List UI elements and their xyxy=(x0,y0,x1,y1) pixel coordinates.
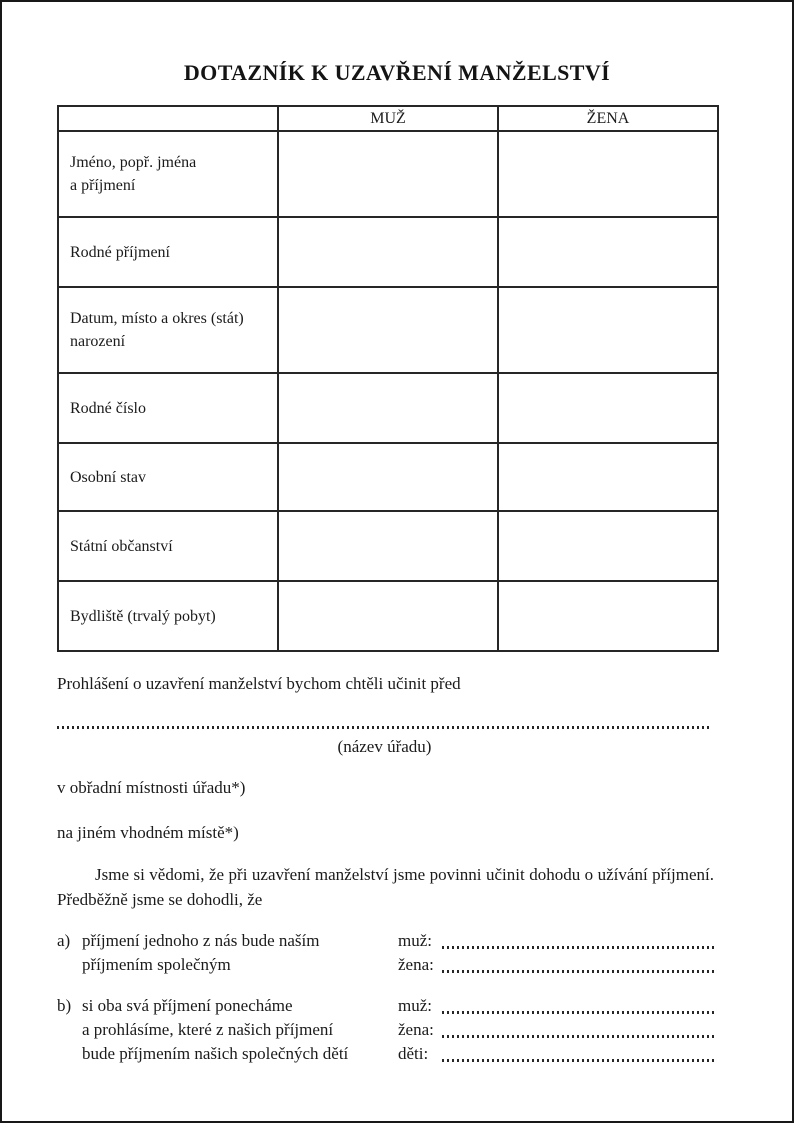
option-a-text xyxy=(57,929,398,977)
row-label-line: Rodné číslo xyxy=(70,399,146,417)
option-a-fields xyxy=(398,929,717,977)
field-a-muz xyxy=(398,929,717,953)
fill-line-a-zena[interactable] xyxy=(442,970,717,973)
cell-muz-bydliste[interactable] xyxy=(278,581,498,651)
option-b-line: bude příjmením našich společných dětí xyxy=(82,1044,349,1063)
header-cell-zena: ŽENA xyxy=(498,106,718,131)
table-row xyxy=(58,511,718,581)
row-label-line: narození xyxy=(70,333,126,350)
office-name-fill-line[interactable] xyxy=(57,726,712,729)
agreement-option-b xyxy=(57,994,717,1066)
row-label-line: Osobní stav xyxy=(70,468,146,486)
cell-zena-rodne-cislo[interactable] xyxy=(498,373,718,443)
cell-muz-jmeno[interactable] xyxy=(278,131,498,217)
option-a-line: příjmení jednoho z nás bude naším xyxy=(82,931,320,950)
cell-zena-jmeno[interactable] xyxy=(498,131,718,217)
field-label-muz: muž: xyxy=(398,996,432,1015)
option-a-marker: a) xyxy=(57,931,71,950)
row-label-statni-obcanstvi xyxy=(58,511,278,581)
field-b-zena xyxy=(398,1018,717,1042)
table-header-row xyxy=(58,106,718,131)
cell-zena-bydliste[interactable] xyxy=(498,581,718,651)
cell-zena-obcanstvi[interactable] xyxy=(498,511,718,581)
fill-line-b-deti[interactable] xyxy=(442,1059,717,1062)
field-label-deti: děti: xyxy=(398,1044,429,1063)
option-b-text xyxy=(57,994,398,1066)
row-label-osobni-stav xyxy=(58,443,278,511)
cell-muz-obcanstvi[interactable] xyxy=(278,511,498,581)
row-label-line: Jméno, popř. jména xyxy=(70,154,197,171)
field-b-deti xyxy=(398,1042,717,1066)
field-label-zena: žena: xyxy=(398,955,434,974)
option-b-line: si oba svá příjmení ponecháme xyxy=(82,996,293,1015)
row-label-line: Státní občanství xyxy=(70,537,173,555)
option-b-marker: b) xyxy=(57,996,72,1015)
row-label-line: a příjmení xyxy=(70,177,136,194)
declaration-intro: Prohlášení o uzavření manželství bychom chtěli učinit před xyxy=(57,674,461,693)
option-b-fields xyxy=(398,994,717,1066)
cell-muz-osobni-stav[interactable] xyxy=(278,443,498,511)
table-row xyxy=(58,217,718,287)
cell-muz-rodne-prijmeni[interactable] xyxy=(278,217,498,287)
header-cell-muz: MUŽ xyxy=(278,106,498,131)
table-row xyxy=(58,373,718,443)
cell-muz-narozeni[interactable] xyxy=(278,287,498,373)
row-label-jmeno-a-prijmeni xyxy=(58,131,278,217)
option-b-line: a prohlásíme, které z našich příjmení xyxy=(82,1020,334,1039)
applicants-table xyxy=(57,105,719,652)
office-name-caption: (název úřadu) xyxy=(337,737,432,756)
fill-line-b-zena[interactable] xyxy=(442,1035,717,1038)
option-a-line: příjmením společným xyxy=(82,955,231,974)
field-b-muz xyxy=(398,994,717,1018)
field-label-muz: muž: xyxy=(398,931,432,950)
cell-zena-narozeni[interactable] xyxy=(498,287,718,373)
option-b-lines xyxy=(82,994,398,1066)
agreement-option-a xyxy=(57,929,717,977)
row-label-line: Datum, místo a okres (stát) xyxy=(70,310,244,327)
row-label-bydliste xyxy=(58,581,278,651)
field-label-zena: žena: xyxy=(398,1020,434,1039)
option-other-place[interactable]: na jiném vhodném místě*) xyxy=(57,823,239,842)
option-ceremony-room[interactable]: v obřadní místnosti úřadu*) xyxy=(57,778,246,797)
option-a-lines xyxy=(82,929,398,977)
row-label-line: Bydliště (trvalý pobyt) xyxy=(70,607,216,625)
surname-agreement-paragraph: Jsme si vědomi, že při uzavření manželství jsme povinni učinit dohodu o užívání příjmení. Předběžně jsme se dohodli, že xyxy=(57,865,714,909)
fill-line-a-muz[interactable] xyxy=(442,946,717,949)
cell-zena-rodne-prijmeni[interactable] xyxy=(498,217,718,287)
row-label-rodne-cislo xyxy=(58,373,278,443)
table-row xyxy=(58,443,718,511)
fill-line-b-muz[interactable] xyxy=(442,1011,717,1014)
page-title: DOTAZNÍK K UZAVŘENÍ MANŽELSTVÍ xyxy=(183,60,611,85)
row-label-line: Rodné příjmení xyxy=(70,243,170,261)
field-a-zena xyxy=(398,953,717,977)
table-row xyxy=(58,581,718,651)
cell-muz-rodne-cislo[interactable] xyxy=(278,373,498,443)
page-content xyxy=(57,105,717,1066)
header-cell-empty xyxy=(58,106,278,131)
cell-zena-osobni-stav[interactable] xyxy=(498,443,718,511)
table-row xyxy=(58,131,718,217)
row-label-rodne-prijmeni xyxy=(58,217,278,287)
row-label-datum-misto-narozeni xyxy=(58,287,278,373)
table-row xyxy=(58,287,718,373)
